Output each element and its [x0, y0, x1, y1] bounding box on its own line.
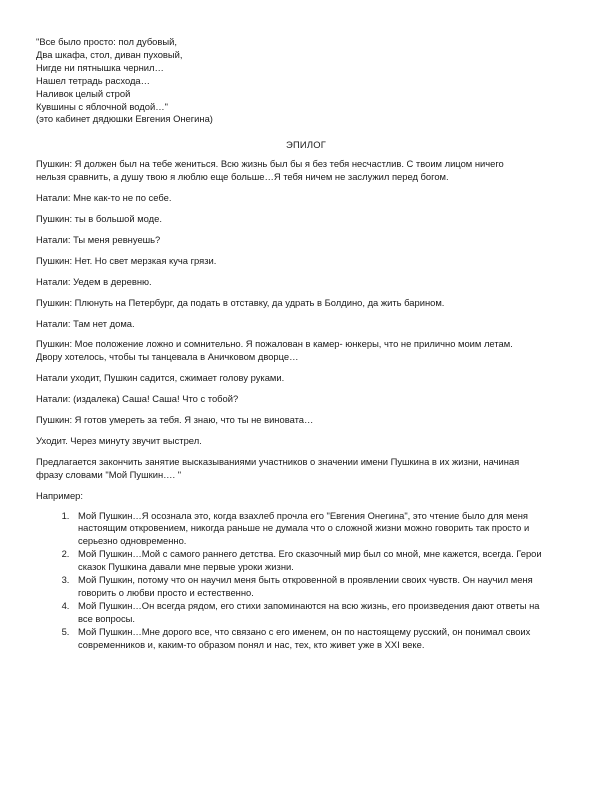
- example-label: Например:: [36, 489, 83, 501]
- dialogue-paragraph: [36, 158, 576, 184]
- list-item-line: все вопросы.: [78, 612, 136, 624]
- paragraph-line: Пушкин: Мое положение ложно и сомнительно. Я пожалован в камер- юнкеры, что не прилично моим летам.: [36, 338, 513, 350]
- dialogue-paragraph: [36, 414, 576, 427]
- paragraph-line: Пушкин: ты в большой моде.: [36, 212, 162, 224]
- poem-line: (это кабинет дядюшки Евгения Онегина): [36, 113, 213, 125]
- dialogue-paragraph: [36, 255, 576, 268]
- paragraph-line: Предлагается закончить занятие высказываниями участников о значении имени Пушкина в их жизни, начиная: [36, 455, 520, 467]
- list-item-line: 4. Мой Пушкин…Он всегда рядом, его стихи запоминаются на всю жизнь, его произведения дают ответы на: [78, 599, 540, 611]
- list-item-line: современников и, каким-то образом понял и нас, тех, кто живет уже в XXI веке.: [78, 638, 425, 650]
- dialogue-paragraph: [36, 372, 576, 385]
- list-item-line: 1. Мой Пушкин…Я осознала это, когда взахлеб прочла его "Евгения Онегина", это чтение было для меня: [78, 509, 529, 521]
- epilogue-heading: ЭПИЛОГ: [286, 139, 326, 151]
- dialogue-paragraph: [36, 393, 576, 406]
- dialogue-paragraph: [36, 435, 576, 448]
- paragraph-line: Пушкин: Я должен был на тебе жениться. Всю жизнь был бы я без тебя несчастлив. С твоим лицом ничего: [36, 158, 504, 170]
- poem-line: "Все было просто: пол дубовый,: [36, 36, 177, 47]
- list-item: [72, 510, 576, 549]
- document-page: [36, 36, 576, 652]
- dialogue-section: [36, 158, 576, 481]
- paragraph-line: Пушкин: Я готов умереть за тебя. Я знаю, что ты не виновата…: [36, 414, 314, 426]
- paragraph-line: Натали уходит, Пушкин садится, сжимает голову руками.: [36, 372, 285, 384]
- list-item: [72, 574, 576, 600]
- list-item-line: сказок Пушкина давали мне первые уроки жизни.: [78, 561, 294, 573]
- list-item: [72, 548, 576, 574]
- paragraph-line: Натали: Мне как-то не по себе.: [36, 192, 172, 204]
- paragraph-line: Натали: Уедем в деревню.: [36, 275, 152, 287]
- dialogue-paragraph: [36, 276, 576, 289]
- paragraph-line: Натали: Там нет дома.: [36, 317, 135, 329]
- list-item-line: 3. Мой Пушкин, потому что он научил меня быть откровенной в проявлении своих чувств. Он научил меня: [78, 574, 533, 586]
- dialogue-paragraph: [36, 338, 576, 364]
- dialogue-paragraph: [36, 318, 576, 331]
- dialogue-paragraph: [36, 297, 576, 310]
- dialogue-paragraph: [36, 192, 576, 205]
- paragraph-line: Пушкин: Плюнуть на Петербург, да подать в отставку, да удрать в Болдино, да жить барином.: [36, 296, 445, 308]
- paragraph-line: Уходит. Через минуту звучит выстрел.: [36, 434, 202, 446]
- list-item-line: 2. Мой Пушкин…Мой с самого раннего детства. Его сказочный мир был со мной, мне кажется, всегда. Герои: [78, 548, 542, 560]
- poem-line: Нигде ни пятнышка чернил…: [36, 61, 164, 73]
- list-item-line: настоящим откровением, никогда раньше не думала что о сложной жизни можно говорить так просто и: [78, 522, 530, 534]
- list-item-line: говорить о любви просто и естественно.: [78, 587, 254, 598]
- list-item-line: 5. Мой Пушкин…Мне дорого все, что связано с его именем, он по настоящему русский, он понимал своих: [78, 625, 531, 637]
- paragraph-line: Натали: (издалека) Саша! Саша! Что с тобой?: [36, 393, 239, 405]
- list-item: [72, 600, 576, 626]
- epigraph-poem: [36, 36, 576, 126]
- poem-line: Кувшины с яблочной водой…": [36, 100, 168, 112]
- paragraph-line: Пушкин: Нет. Но свет мерзкая куча грязи.: [36, 254, 217, 266]
- poem-line: Наливок целый строй: [36, 87, 131, 99]
- examples-list: [36, 510, 576, 652]
- dialogue-paragraph: [36, 456, 576, 482]
- poem-line: Два шкафа, стол, диван пуховый,: [36, 48, 183, 60]
- poem-line: Нашел тетрадь расхода…: [36, 74, 151, 86]
- dialogue-paragraph: [36, 213, 576, 226]
- paragraph-line: Натали: Ты меня ревнуешь?: [36, 233, 161, 245]
- paragraph-line: нельзя сравнить, а душу твою я люблю еще больше…Я тебя ничем не заслужил перед богом.: [36, 171, 449, 183]
- paragraph-line: фразу словами "Мой Пушкин…. ": [36, 468, 182, 480]
- list-item-line: серьезно одновременно.: [78, 535, 187, 547]
- paragraph-line: Двору хотелось, чтобы ты танцевала в Аничковом дворце…: [36, 351, 299, 363]
- dialogue-paragraph: [36, 234, 576, 247]
- list-item: [72, 626, 576, 652]
